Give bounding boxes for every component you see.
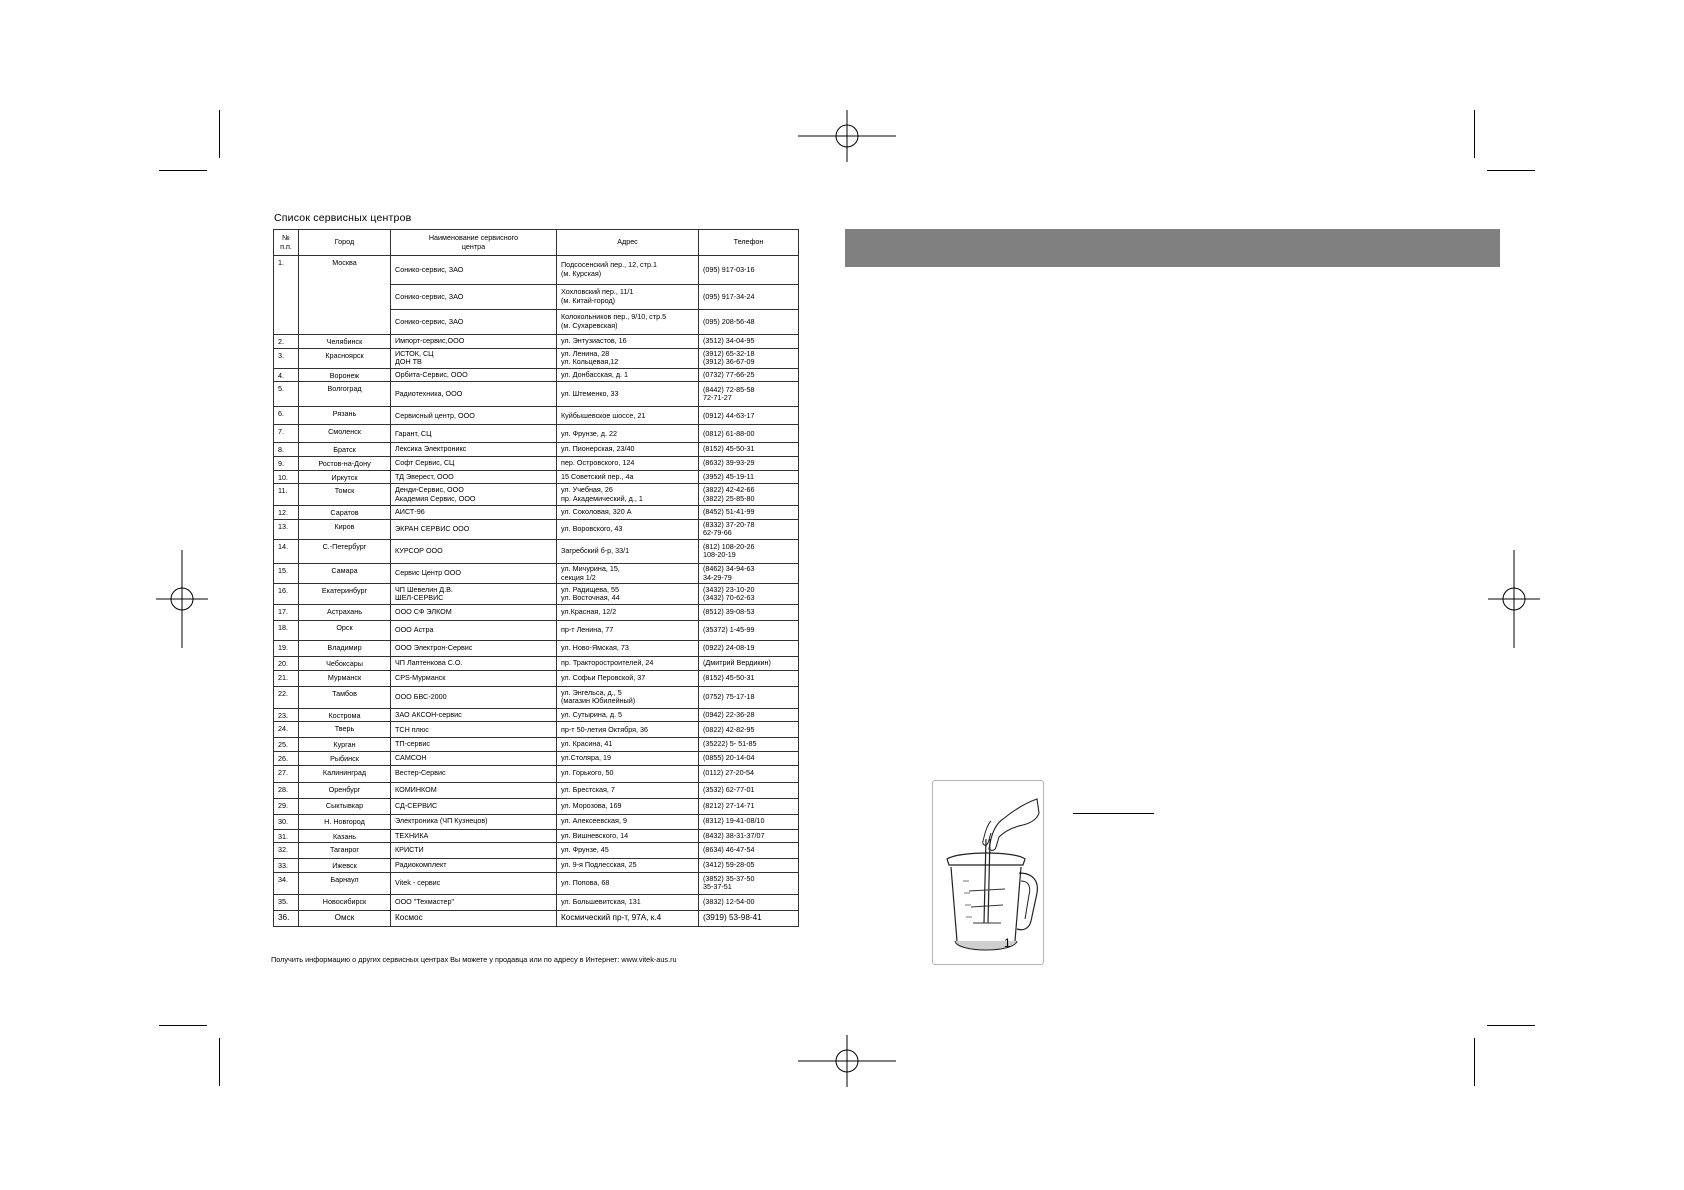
table-row (274, 910, 799, 926)
row-phone: (812) 108-20-26 108-20-19 (699, 539, 799, 563)
row-city: Томск (299, 484, 391, 506)
row-number: 13. (274, 519, 299, 539)
row-service-name: Электроника (ЧП Кузнецов) (391, 814, 557, 829)
row-service-name: ИСТОК, СЦ ДОН ТВ (391, 348, 557, 368)
row-city: С.-Петербург (299, 539, 391, 563)
row-address: пр-т Ленина, 77 (557, 621, 699, 641)
row-city: Иркутск (299, 470, 391, 484)
row-city: Кострома (299, 708, 391, 722)
table-row (274, 382, 799, 407)
row-service-name: ТСН плюс (391, 722, 557, 738)
table-row (274, 425, 799, 443)
row-address: ул. Энтузиастов, 16 (557, 335, 699, 349)
row-service-name: КОМИНКОМ (391, 782, 557, 798)
row-phone: (8212) 27-14-71 (699, 798, 799, 814)
row-service-name: Гарант, СЦ (391, 425, 557, 443)
row-address: ул. Радищева, 55 ул. Восточная, 44 (557, 584, 699, 605)
row-service-name: CPS-Мурманск (391, 670, 557, 686)
row-number: 2. (274, 335, 299, 349)
row-service-name: Денди-Сервис, ООО Академия Сервис, ООО (391, 484, 557, 506)
row-number: 24. (274, 722, 299, 738)
table-row (274, 670, 799, 686)
registration-mark-icon (156, 550, 208, 648)
row-address: ул. Ново-Ямская, 73 (557, 641, 699, 657)
row-phone: (3512) 34-04-95 (699, 335, 799, 349)
row-number: 32. (274, 843, 299, 859)
row-number: 5. (274, 382, 299, 407)
row-phone: (8452) 51-41-99 (699, 506, 799, 520)
registration-mark-icon (798, 110, 896, 162)
table-row (274, 348, 799, 368)
row-address: ул. Большевитская, 131 (557, 894, 699, 910)
row-address: ул. Красина, 41 (557, 738, 699, 752)
row-city: Челябинск (299, 335, 391, 349)
row-phone: (3919) 53-98-41 (699, 910, 799, 926)
row-phone: (8512) 39-08-53 (699, 605, 799, 621)
underline-rule (1073, 813, 1154, 814)
row-city: Барнаул (299, 872, 391, 894)
row-address: Загребский б-р, 33/1 (557, 539, 699, 563)
row-phone: (35372) 1-45-99 (699, 621, 799, 641)
row-address: ул. Горького, 50 (557, 765, 699, 782)
row-number: 8. (274, 443, 299, 457)
row-city: Новосибирск (299, 894, 391, 910)
row-phone: (8442) 72-85-58 72-71-27 (699, 382, 799, 407)
row-address: ул. Донбасская, д. 1 (557, 368, 699, 382)
row-number: 31. (274, 829, 299, 843)
row-phone: (3952) 45-19-11 (699, 470, 799, 484)
row-city: Казань (299, 829, 391, 843)
row-city: Тамбов (299, 686, 391, 708)
row-city: Братск (299, 443, 391, 457)
row-city: Киров (299, 519, 391, 539)
row-phone: (095) 208-56-48 (699, 310, 799, 335)
table-row (274, 443, 799, 457)
row-phone: (8632) 39-93-29 (699, 456, 799, 470)
row-number: 21. (274, 670, 299, 686)
figure-number: 1 (1004, 936, 1011, 950)
row-phone: (095) 917-34-24 (699, 285, 799, 310)
row-address: ул. Сутырина, д. 5 (557, 708, 699, 722)
crop-mark (1474, 110, 1475, 158)
row-phone: (3822) 42-42-66 (3822) 25-85-80 (699, 484, 799, 506)
row-number: 29. (274, 798, 299, 814)
row-number: 9. (274, 456, 299, 470)
row-phone: (3912) 65-32-18 (3912) 36-67-09 (699, 348, 799, 368)
row-address: ул. Мичурина, 15, секция 1/2 (557, 563, 699, 583)
table-row (274, 621, 799, 641)
crop-mark (219, 110, 220, 158)
row-phone: (0822) 42-82-95 (699, 722, 799, 738)
row-address: ул. Энгельса, д., 5 (магазин Юбилейный) (557, 686, 699, 708)
row-address: Подсосенский пер., 12, стр.1 (м. Курская) (557, 256, 699, 285)
row-address: ул. Пионерская, 23/40 (557, 443, 699, 457)
hand-blender-jug-illustration-icon (933, 781, 1043, 964)
table-row (274, 765, 799, 782)
row-number: 23. (274, 708, 299, 722)
row-service-name: Вестер-Сервис (391, 765, 557, 782)
row-service-name: Сервис Центр ООО (391, 563, 557, 583)
crop-mark (1487, 170, 1535, 171)
table-row (274, 519, 799, 539)
row-address: Хохловский пер., 11/1 (м. Китай-город) (557, 285, 699, 310)
row-service-name: ЧП Лаптенкова С.О. (391, 657, 557, 671)
row-service-name: ООО СФ ЭЛКОМ (391, 605, 557, 621)
row-phone: (0112) 27-20-54 (699, 765, 799, 782)
row-phone: (095) 917-03-16 (699, 256, 799, 285)
row-service-name: Сонико-сервис, ЗАО (391, 256, 557, 285)
row-city: Красноярск (299, 348, 391, 368)
column-header-name: Наименование сервисного центра (391, 230, 557, 256)
table-row (274, 456, 799, 470)
row-city: Самара (299, 563, 391, 583)
row-address: ул. Соколовая, 320 А (557, 506, 699, 520)
row-phone: (8152) 45-50-31 (699, 443, 799, 457)
row-number: 15. (274, 563, 299, 583)
registration-mark-icon (798, 1035, 896, 1087)
table-row (274, 708, 799, 722)
row-address: ул. Алексеевская, 9 (557, 814, 699, 829)
row-service-name: СД-СЕРВИС (391, 798, 557, 814)
table-row (274, 798, 799, 814)
row-address: ул. Воровского, 43 (557, 519, 699, 539)
row-address: ул. Брестская, 7 (557, 782, 699, 798)
table-row (274, 368, 799, 382)
column-header-city: Город (299, 230, 391, 256)
row-city: Н. Новгород (299, 814, 391, 829)
table-row (274, 539, 799, 563)
row-number: 4. (274, 368, 299, 382)
table-row (274, 407, 799, 425)
row-number: 7. (274, 425, 299, 443)
row-number: 33. (274, 859, 299, 873)
row-number: 16. (274, 584, 299, 605)
table-row (274, 484, 799, 506)
row-phone: (8634) 46-47-54 (699, 843, 799, 859)
row-city: Мурманск (299, 670, 391, 686)
table-row (274, 894, 799, 910)
row-service-name: Орбита-Сервис, ООО (391, 368, 557, 382)
table-row (274, 657, 799, 671)
crop-mark (159, 1025, 207, 1026)
header-band (845, 229, 1500, 267)
table-row (274, 859, 799, 873)
row-number: 12. (274, 506, 299, 520)
row-city: Рязань (299, 407, 391, 425)
row-number: 20. (274, 657, 299, 671)
row-service-name: КУРСОР ООО (391, 539, 557, 563)
row-address: ул. Софьи Перовской, 37 (557, 670, 699, 686)
table-row (274, 470, 799, 484)
row-service-name: ТД Эверест, ООО (391, 470, 557, 484)
row-phone: (0922) 24-08-19 (699, 641, 799, 657)
crop-mark (159, 170, 207, 171)
service-centers-table (273, 229, 799, 927)
row-city: Смоленск (299, 425, 391, 443)
row-number: 26. (274, 751, 299, 765)
row-address: ул. Попова, 68 (557, 872, 699, 894)
row-address: пр. Тракторостроителей, 24 (557, 657, 699, 671)
row-service-name: ООО "Техмастер" (391, 894, 557, 910)
row-number: 22. (274, 686, 299, 708)
row-service-name: Сонико-сервис, ЗАО (391, 310, 557, 335)
row-address: Колокольников пер., 9/10, стр.5 (м. Сухаревская) (557, 310, 699, 335)
row-address: Космический пр-т, 97А, к.4 (557, 910, 699, 926)
row-number: 1. (274, 256, 299, 335)
row-phone: (8312) 19-41-08/10 (699, 814, 799, 829)
table-row (274, 782, 799, 798)
row-service-name: ЭКРАН СЕРВИС ООО (391, 519, 557, 539)
row-city: Оренбург (299, 782, 391, 798)
row-city: Тверь (299, 722, 391, 738)
row-number: 19. (274, 641, 299, 657)
row-service-name: ООО БВС-2000 (391, 686, 557, 708)
row-city: Астрахань (299, 605, 391, 621)
table-row (274, 722, 799, 738)
row-address: ул. Морозова, 169 (557, 798, 699, 814)
row-service-name: ООО Электрон-Сервис (391, 641, 557, 657)
table-row (274, 751, 799, 765)
row-service-name: Радиотехника, ООО (391, 382, 557, 407)
row-address: ул. Учебная, 26 пр. Академический, д., 1 (557, 484, 699, 506)
row-address: ул.Столяра, 19 (557, 751, 699, 765)
row-service-name: Радиокомплект (391, 859, 557, 873)
row-city: Таганрог (299, 843, 391, 859)
row-address: пр-т 50-летия Октября, 36 (557, 722, 699, 738)
row-city: Ижевск (299, 859, 391, 873)
row-service-name: Vitek - сервис (391, 872, 557, 894)
row-phone: (0812) 61-88-00 (699, 425, 799, 443)
row-city: Сыктывкар (299, 798, 391, 814)
crop-mark (1474, 1038, 1475, 1086)
row-city: Воронеж (299, 368, 391, 382)
row-address: ул. Фрунзе, 45 (557, 843, 699, 859)
row-city: Москва (299, 256, 391, 335)
row-number: 6. (274, 407, 299, 425)
row-number: 10. (274, 470, 299, 484)
row-address: ул. Вишневского, 14 (557, 829, 699, 843)
row-phone: (Дмитрий Вердикин) (699, 657, 799, 671)
row-phone: (8332) 37-20-78 62-79-66 (699, 519, 799, 539)
row-phone: (0752) 75-17-18 (699, 686, 799, 708)
row-service-name: Космос (391, 910, 557, 926)
row-address: ул. Ленина, 28 ул. Кольцевая,12 (557, 348, 699, 368)
table-row (274, 686, 799, 708)
row-city: Екатеринбург (299, 584, 391, 605)
row-address: ул. Штеменко, 33 (557, 382, 699, 407)
row-phone: (3532) 62-77-01 (699, 782, 799, 798)
figure-frame (932, 780, 1044, 965)
row-service-name: Сервисный центр, ООО (391, 407, 557, 425)
row-city: Саратов (299, 506, 391, 520)
table-row (274, 738, 799, 752)
table-row (274, 256, 799, 285)
table-row (274, 872, 799, 894)
row-service-name: КРИСТИ (391, 843, 557, 859)
row-number: 34. (274, 872, 299, 894)
row-service-name: ЗАО АКСОН-сервис (391, 708, 557, 722)
row-city: Калининград (299, 765, 391, 782)
row-phone: (0942) 22-36-28 (699, 708, 799, 722)
table-row (274, 506, 799, 520)
table-row (274, 335, 799, 349)
row-phone: (35222) 5- 51-85 (699, 738, 799, 752)
table-header-row (274, 230, 799, 256)
row-number: 11. (274, 484, 299, 506)
row-city: Ростов-на-Дону (299, 456, 391, 470)
row-service-name: Лексика Электроникс (391, 443, 557, 457)
row-phone: (8152) 45-50-31 (699, 670, 799, 686)
row-phone: (3432) 23-10-20 (3432) 70-62-63 (699, 584, 799, 605)
row-service-name: ООО Астра (391, 621, 557, 641)
row-address: Куйбышевское шоссе, 21 (557, 407, 699, 425)
row-number: 25. (274, 738, 299, 752)
row-city: Волгоград (299, 382, 391, 407)
row-number: 14. (274, 539, 299, 563)
row-address: ул. 9-я Подлесская, 25 (557, 859, 699, 873)
table-row (274, 829, 799, 843)
row-phone: (0912) 44-63-17 (699, 407, 799, 425)
column-header-number: № п.п. (274, 230, 299, 256)
table-row (274, 563, 799, 583)
row-phone: (3412) 59-28-05 (699, 859, 799, 873)
row-city: Рыбинск (299, 751, 391, 765)
row-address: пер. Островского, 124 (557, 456, 699, 470)
row-service-name: ТП-сервис (391, 738, 557, 752)
row-service-name: ЧП Шевелин Д.В. ШЕЛ-СЕРВИС (391, 584, 557, 605)
row-address: ул. Фрунзе, д. 22 (557, 425, 699, 443)
table-row (274, 814, 799, 829)
row-phone: (8432) 38-31-37/07 (699, 829, 799, 843)
row-number: 18. (274, 621, 299, 641)
row-number: 36. (274, 910, 299, 926)
table-row (274, 605, 799, 621)
row-phone: (0732) 77-66-25 (699, 368, 799, 382)
row-service-name: АИСТ-96 (391, 506, 557, 520)
row-service-name: Софт Сервис, СЦ (391, 456, 557, 470)
row-service-name: Импорт-сервис,ООО (391, 335, 557, 349)
row-number: 17. (274, 605, 299, 621)
table-row (274, 641, 799, 657)
row-phone: (3832) 12-54-00 (699, 894, 799, 910)
row-address: 15 Советский пер., 4а (557, 470, 699, 484)
table-row (274, 843, 799, 859)
row-service-name: Сонико-сервис, ЗАО (391, 285, 557, 310)
row-number: 30. (274, 814, 299, 829)
row-city: Курган (299, 738, 391, 752)
row-number: 35. (274, 894, 299, 910)
registration-mark-icon (1488, 550, 1540, 648)
row-city: Владимир (299, 641, 391, 657)
row-number: 27. (274, 765, 299, 782)
page-title: Список сервисных центров (274, 212, 412, 224)
crop-mark (1487, 1025, 1535, 1026)
table-row (274, 584, 799, 605)
row-number: 28. (274, 782, 299, 798)
row-city: Чебоксары (299, 657, 391, 671)
column-header-phone: Телефон (699, 230, 799, 256)
footer-note: Получить информацию о других сервисных центрах Вы можете у продавца или по адресу в Интернет: www.vitek-aus.ru (271, 955, 677, 964)
crop-mark (219, 1038, 220, 1086)
row-city: Омск (299, 910, 391, 926)
row-service-name: САМСОН (391, 751, 557, 765)
row-phone: (0855) 20-14-04 (699, 751, 799, 765)
row-city: Орск (299, 621, 391, 641)
row-number: 3. (274, 348, 299, 368)
row-address: ул.Красная, 12/2 (557, 605, 699, 621)
column-header-address: Адрес (557, 230, 699, 256)
row-phone: (3852) 35-37-50 35-37-51 (699, 872, 799, 894)
row-service-name: ТЕХНИКА (391, 829, 557, 843)
row-phone: (8462) 34-94-63 34-29-79 (699, 563, 799, 583)
